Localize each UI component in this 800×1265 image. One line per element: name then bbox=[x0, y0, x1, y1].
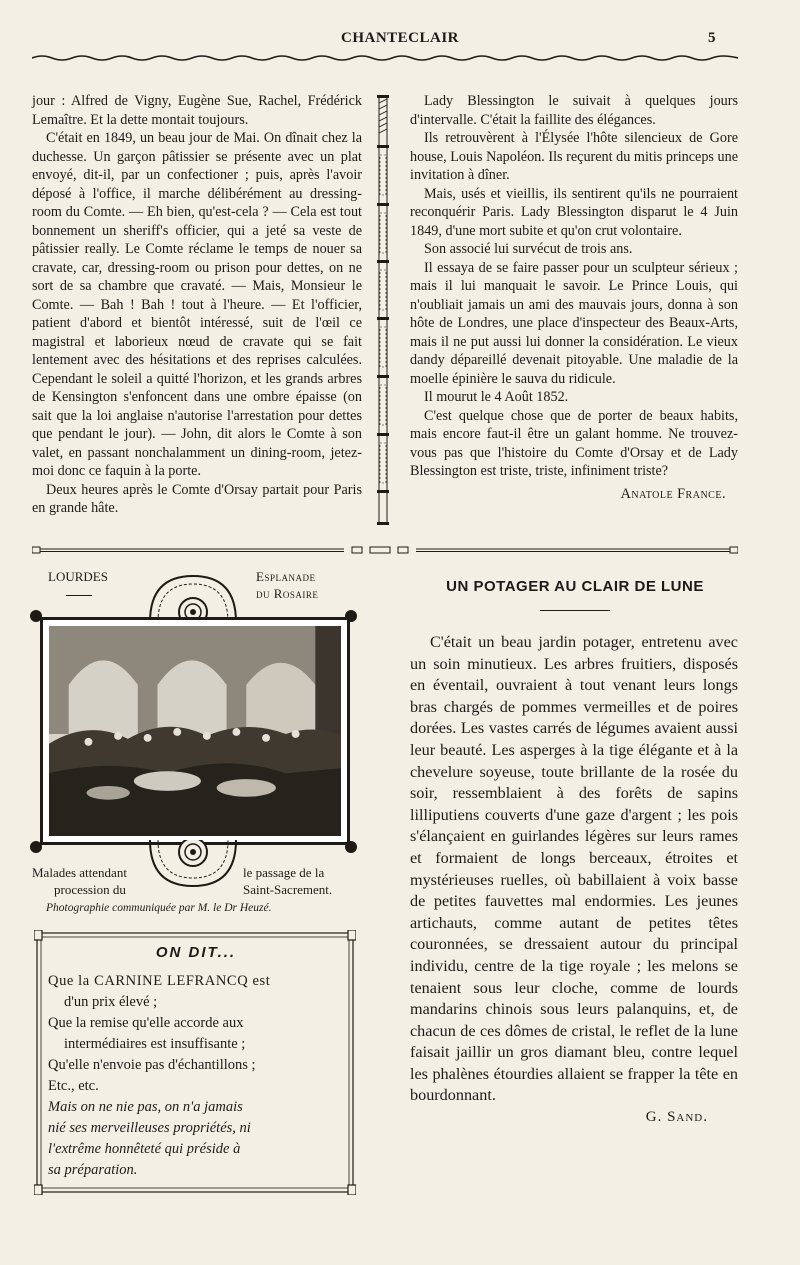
ondit-line: Mais on ne nie pas, on n'a jamais bbox=[48, 1099, 243, 1115]
paragraph: jour : Alfred de Vigny, Eugène Sue, Rachel, Frédérick Lemaître. Et la dette montait toujours. bbox=[32, 93, 362, 128]
paragraph: Deux heures après le Comte d'Orsay partait pour Paris en grande hâte. bbox=[32, 481, 362, 516]
caption-du-rosaire: du Rosaire bbox=[256, 586, 319, 601]
ondit-line: nié ses merveilleuses propriétés, ni bbox=[48, 1120, 251, 1136]
ondit-title: ON DIT... bbox=[155, 944, 237, 961]
paragraph: Mais, usés et vieillis, ils sentirent qu'ils ne pourraient reconquérir Paris. Lady Blessington disparut le 4 Juin 1849, d'une mort subite et qu'on crut volontaire. bbox=[410, 185, 738, 239]
paragraph: Lady Blessington le suivait à quelques jours d'intervalle. C'était la faillite des élégances. bbox=[410, 93, 738, 128]
header-wavy-rule bbox=[32, 52, 738, 62]
article-body bbox=[410, 632, 738, 1129]
caption-esplanade: Esplanade bbox=[256, 569, 316, 584]
caption-malades: Malades attendant bbox=[32, 865, 127, 880]
article-paragraph: C'était un beau jardin potager, entretenu avec un soin minutieux. Les arbres fruitiers, disposés en éventail, ouvraient à tout venant leurs longs bras chargés de pommes vermeilles et de poires dorées. Les vastes carrés de légumes avaient aussi leur beauté. Les asperges à la tige élégante et à la chevelure soyeuse, toute brillante de la rosée du soir, ressemblaient à des forêts de sapins lilliputiens couverts d'une gaze d'argent ; les pois s'élançaient en guirlandes légères sur leurs rames et formaient de longs berceaux, étroites et mystérieuses ruelles, où babillaient à voix basse de petites fauvettes mal endormies. Les jeunes artichauts, comme autant de petites têtes couronnées, se dressaient autour du principal individu, centre de la tige royale ; les melons se tenaient sous leur cloche, comme de lourds mandarins chinois sous leurs palanquins, et, de chacun de ces dômes de cristal, le reflet de la lune faisait jaillir un gros diamant bleu, contre lequel les phalènes étourdies allaient se frapper la tête en bourdonnant. bbox=[410, 633, 738, 1105]
caption-procession: procession du bbox=[54, 882, 126, 897]
signature-g-sand: G. Sand. bbox=[645, 1109, 708, 1126]
top-medallion-ornament bbox=[148, 572, 238, 622]
ondit-line: Etc., etc. bbox=[48, 1078, 99, 1094]
paragraph: Il essaya de se faire passer pour un sculpteur sérieux ; mais il lui manquait le savoir. Le Prince Louis, qui n'oubliait jamais un ami des mauvais jours, donna à son hôte de Londres, une place d'inspecteur des Beaux-Arts, mais il ne put aussi lui donner la considération. Le vieux dandy dépareillé devenait pitoyable. Une maladie de la moelle épinière le sauva du ridicule. bbox=[410, 259, 738, 387]
ondit-line: Que la CARNINE LEFRANCQ est bbox=[48, 973, 271, 989]
title-rule bbox=[540, 610, 610, 611]
ondit-line: Que la remise qu'elle accorde aux bbox=[48, 1015, 244, 1031]
caption-passage: le passage de la bbox=[243, 865, 325, 880]
signature-anatole-france: Anatole France. bbox=[620, 485, 726, 502]
paragraph: C'est quelque chose que de porter de beaux habits, mais encore faut-il être un galant homme. Ne trouvez-vous pas que l'histoire du Comte d'Orsay et de Lady Blessington est triste, triste, infiniment triste? bbox=[410, 407, 738, 479]
paragraph: Son associé lui survécut de trois ans. bbox=[424, 241, 633, 257]
photo-credit: Photographie communiquée par M. le Dr Heuzé. bbox=[46, 902, 272, 914]
caption-dash bbox=[66, 595, 92, 596]
section-separator bbox=[32, 544, 738, 556]
running-title: CHANTECLAIR bbox=[340, 30, 459, 46]
left-column bbox=[32, 92, 362, 518]
ondit-line: sa préparation. bbox=[48, 1162, 138, 1178]
ondit-line: l'extrême honnêteté qui préside à bbox=[48, 1141, 241, 1157]
bottom-medallion-ornament bbox=[148, 840, 238, 890]
caption-lourdes: LOURDES bbox=[48, 569, 108, 584]
ondit-line: d'un prix élevé ; bbox=[64, 994, 158, 1010]
lourdes-photo bbox=[49, 626, 341, 836]
article-title: UN POTAGER AU CLAIR DE LUNE bbox=[446, 578, 704, 595]
ondit-box bbox=[48, 944, 344, 1181]
paragraph: Ils retrouvèrent à l'Élysée l'hôte silencieux de Gore house, Louis Napoléon. Ils reçurent du mitis princeps une invitation à dîner. bbox=[410, 130, 738, 183]
ondit-line: intermédiaires est insuffisante ; bbox=[64, 1036, 246, 1052]
page-number: 5 bbox=[708, 30, 716, 46]
ondit-line: Qu'elle n'envoie pas d'échantillons ; bbox=[48, 1057, 256, 1073]
paragraph: C'était en 1849, un beau jour de Mai. On dînait chez la duchesse. Un garçon pâtissier se présente avec un plat envoyé, dit-il, par un confectioner ; puis, après l'avoir déposé à l'office, il marche délibérément au dressing-room du Comte. — Eh bien, qu'est-cela ? — Cela est tout bonnement un sheriff's officier, qui a jeté sa veste de pâtissier really. Le Comte réclame le temps de nouer sa cravate, car, dressing-room ou prison pour dettes, on ne sort de sa chambre que cravaté. — Mais, Monsieur le Comte. — Bah ! Bah ! tout à l'heure. — Et l'officier, patient d'abord et bientôt intéressé, suit de l'œil ce magistral et laborieux nœud de cravate qui se fait lentement avec des hésitations et des reprises calculées. Cependant le soleil a quitté l'horizon, et les grands arbres de Kensington s'enfoncent dans une ombre épaisse (on sait que la loi anglaise n'autorise l'arrestation pour dettes que pendant le jour). — John, dit alors le Comte à son valet, en passant nonchalamment un dining-room, jetez-moi donc ce faquin à la porte. bbox=[32, 130, 362, 479]
photo-frame bbox=[40, 617, 350, 845]
ondit-text bbox=[48, 971, 344, 1181]
photo-scene bbox=[49, 626, 341, 836]
caption-saint-sacrement: Saint-Sacrement. bbox=[243, 882, 333, 897]
paragraph: Il mourut le 4 Août 1852. bbox=[424, 389, 569, 405]
right-column bbox=[410, 92, 738, 503]
column-divider-ornament bbox=[375, 95, 391, 525]
